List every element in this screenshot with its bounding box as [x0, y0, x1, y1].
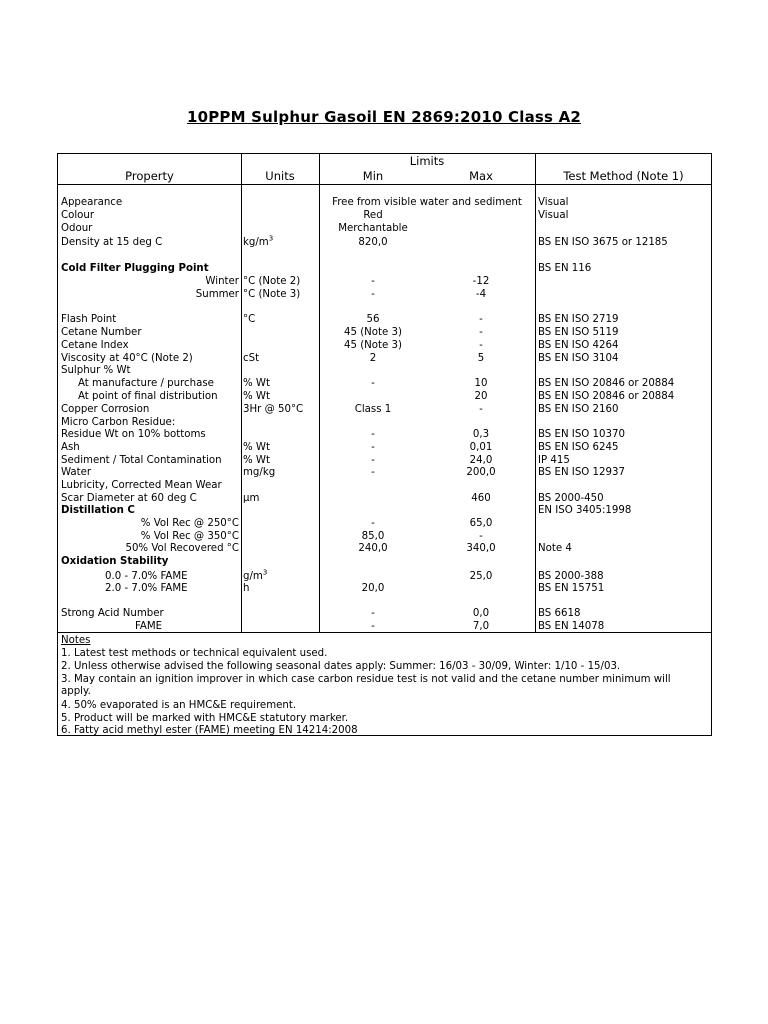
max-cell: 0,01 [469, 442, 493, 453]
property-cell: % Vol Rec @ 250°C [140, 518, 239, 529]
property-cell: Odour [61, 223, 93, 234]
max-cell: 20 [474, 391, 488, 402]
units-cell: °C [243, 314, 256, 325]
document-title: 10PPM Sulphur Gasoil EN 2869:2010 Class A2 [186, 108, 582, 126]
units-cell: % Wt [243, 455, 270, 466]
property-cell: Cetane Number [61, 327, 142, 338]
max-cell: 340,0 [466, 543, 496, 554]
test-method-header: Test Method (Note 1) [563, 169, 684, 183]
test-method-cell: BS EN 15751 [538, 583, 605, 594]
test-method-cell: BS EN ISO 12937 [538, 467, 625, 478]
column-divider-units [241, 154, 242, 632]
test-method-cell: BS EN ISO 2160 [538, 404, 619, 415]
min-cell: 85,0 [361, 531, 385, 542]
units-cell: mg/kg [243, 467, 276, 478]
max-cell: - [479, 327, 483, 338]
property-cell: % Vol Rec @ 350°C [140, 531, 239, 542]
column-divider-method [535, 154, 536, 632]
min-cell: 2 [369, 353, 377, 364]
note-item: 1. Latest test methods or technical equivalent used. [61, 648, 328, 659]
max-cell: -12 [472, 276, 490, 287]
test-method-cell: BS EN ISO 3104 [538, 353, 619, 364]
test-method-cell: BS EN ISO 10370 [538, 429, 625, 440]
property-cell: Strong Acid Number [61, 608, 164, 619]
note-item: 2. Unless otherwise advised the following seasonal dates apply: Summer: 16/03 - 30/09, Winter: 1/10 - 15/03. [61, 661, 621, 672]
property-cell: Density at 15 deg C [61, 237, 163, 248]
units-cell [243, 236, 319, 249]
test-method-cell: BS 6618 [538, 608, 581, 619]
max-cell: 0,3 [472, 429, 490, 440]
test-method-cell: BS EN ISO 5119 [538, 327, 619, 338]
units-cell: h [243, 583, 250, 594]
test-method-cell: BS EN ISO 6245 [538, 442, 619, 453]
property-cell: Scar Diameter at 60 deg C [61, 493, 197, 504]
property-cell: 50% Vol Recovered °C [125, 543, 239, 554]
min-cell: - [371, 608, 375, 619]
property-cell: Viscosity at 40°C (Note 2) [61, 353, 193, 364]
min-cell: - [371, 429, 375, 440]
max-cell: 25,0 [469, 571, 493, 582]
property-cell: Residue Wt on 10% bottoms [61, 429, 206, 440]
units-cell: °C (Note 3) [243, 289, 301, 300]
property-cell: Sediment / Total Contamination [61, 455, 222, 466]
min-cell: - [371, 289, 375, 300]
note-item: 6. Fatty acid methyl ester (FAME) meeting EN 14214:2008 [61, 725, 358, 736]
property-cell: Oxidation Stability [61, 556, 169, 567]
min-cell: 20,0 [361, 583, 385, 594]
units-superscript: 3 [268, 234, 274, 243]
max-cell: - [479, 404, 483, 415]
property-cell: Flash Point [61, 314, 117, 325]
note-item: 3. May contain an ignition improver in which case carbon residue test is not valid and the cetane number minimum will [61, 674, 671, 685]
test-method-cell: Note 4 [538, 543, 572, 554]
min-cell: Class 1 [354, 404, 392, 415]
test-method-cell: BS 2000-450 [538, 493, 604, 504]
property-cell: Appearance [61, 197, 123, 208]
note-item: 5. Product will be marked with HMC&E statutory marker. [61, 713, 349, 724]
limits-header: Limits [409, 154, 445, 168]
min-cell: - [371, 467, 375, 478]
units-cell: cSt [243, 353, 260, 364]
test-method-cell: Visual [538, 197, 569, 208]
min-cell: - [371, 442, 375, 453]
property-cell: Water [61, 467, 92, 478]
max-cell: 5 [477, 353, 485, 364]
units-cell: % Wt [243, 391, 270, 402]
max-cell: - [479, 531, 483, 542]
units-text: kg/m [243, 237, 269, 248]
max-cell: 0,0 [472, 608, 490, 619]
min-cell: Red [363, 210, 383, 221]
property-cell: Sulphur % Wt [61, 365, 131, 376]
limits-span-cell: Free from visible water and sediment [332, 197, 522, 208]
notes-heading: Notes [61, 635, 91, 646]
property-cell: Winter [205, 276, 239, 287]
max-cell: 7,0 [472, 621, 490, 632]
test-method-cell: BS EN 14078 [538, 621, 605, 632]
test-method-cell: BS EN ISO 20846 or 20884 [538, 378, 675, 389]
test-method-cell: IP 415 [538, 455, 570, 466]
min-cell: Merchantable [338, 223, 408, 234]
units-cell: % Wt [243, 378, 270, 389]
units-cell: µm [243, 493, 260, 504]
property-cell: Colour [61, 210, 95, 221]
min-cell: - [371, 276, 375, 287]
property-cell: At point of final distribution [78, 391, 218, 402]
min-cell: 45 (Note 3) [344, 327, 402, 338]
property-cell: FAME [135, 621, 163, 632]
max-cell: 24,0 [469, 455, 493, 466]
test-method-cell: EN ISO 3405:1998 [538, 505, 632, 516]
property-cell: Micro Carbon Residue: [61, 417, 176, 428]
units-header: Units [265, 169, 295, 183]
units-superscript: 3 [262, 568, 268, 577]
units-cell: °C (Note 2) [243, 276, 301, 287]
property-cell: At manufacture / purchase [78, 378, 214, 389]
max-cell: 460 [471, 493, 491, 504]
test-method-cell: Visual [538, 210, 569, 221]
min-cell: 240,0 [358, 543, 388, 554]
min-cell: 820,0 [358, 237, 388, 248]
property-cell: 2.0 - 7.0% FAME [105, 583, 188, 594]
note-item: apply. [61, 686, 91, 697]
min-cell: - [371, 455, 375, 466]
property-cell: Lubricity, Corrected Mean Wear [61, 480, 222, 491]
units-cell: % Wt [243, 442, 270, 453]
property-cell: 0.0 - 7.0% FAME [105, 571, 188, 582]
min-cell: 45 (Note 3) [344, 340, 402, 351]
property-header: Property [125, 169, 174, 183]
test-method-cell: BS EN 116 [538, 263, 592, 274]
min-cell: - [371, 378, 375, 389]
property-cell: Cetane Index [61, 340, 129, 351]
property-cell: Copper Corrosion [61, 404, 150, 415]
test-method-cell: BS EN ISO 4264 [538, 340, 619, 351]
min-cell: - [371, 621, 375, 632]
units-text: g/m [243, 571, 263, 582]
max-cell: 65,0 [469, 518, 493, 529]
max-cell: 200,0 [466, 467, 496, 478]
property-cell: Cold Filter Plugging Point [61, 263, 209, 274]
test-method-cell: BS 2000-388 [538, 571, 604, 582]
min-header: Min [362, 169, 384, 183]
max-header: Max [469, 169, 493, 183]
note-item: 4. 50% evaporated is an HMC&E requirement. [61, 700, 297, 711]
units-cell: 3Hr @ 50°C [243, 404, 304, 415]
max-cell: -4 [475, 289, 487, 300]
max-cell: 10 [474, 378, 488, 389]
property-cell: Distillation C [61, 505, 135, 516]
max-cell: - [479, 340, 483, 351]
property-cell: Ash [61, 442, 80, 453]
min-cell: 56 [366, 314, 380, 325]
test-method-cell: BS EN ISO 20846 or 20884 [538, 391, 675, 402]
specification-table [57, 153, 712, 736]
test-method-cell: BS EN ISO 2719 [538, 314, 619, 325]
header-bottom-rule [58, 184, 711, 185]
property-cell: Summer [195, 289, 239, 300]
min-cell: - [371, 518, 375, 529]
max-cell: - [479, 314, 483, 325]
test-method-cell: BS EN ISO 3675 or 12185 [538, 237, 668, 248]
